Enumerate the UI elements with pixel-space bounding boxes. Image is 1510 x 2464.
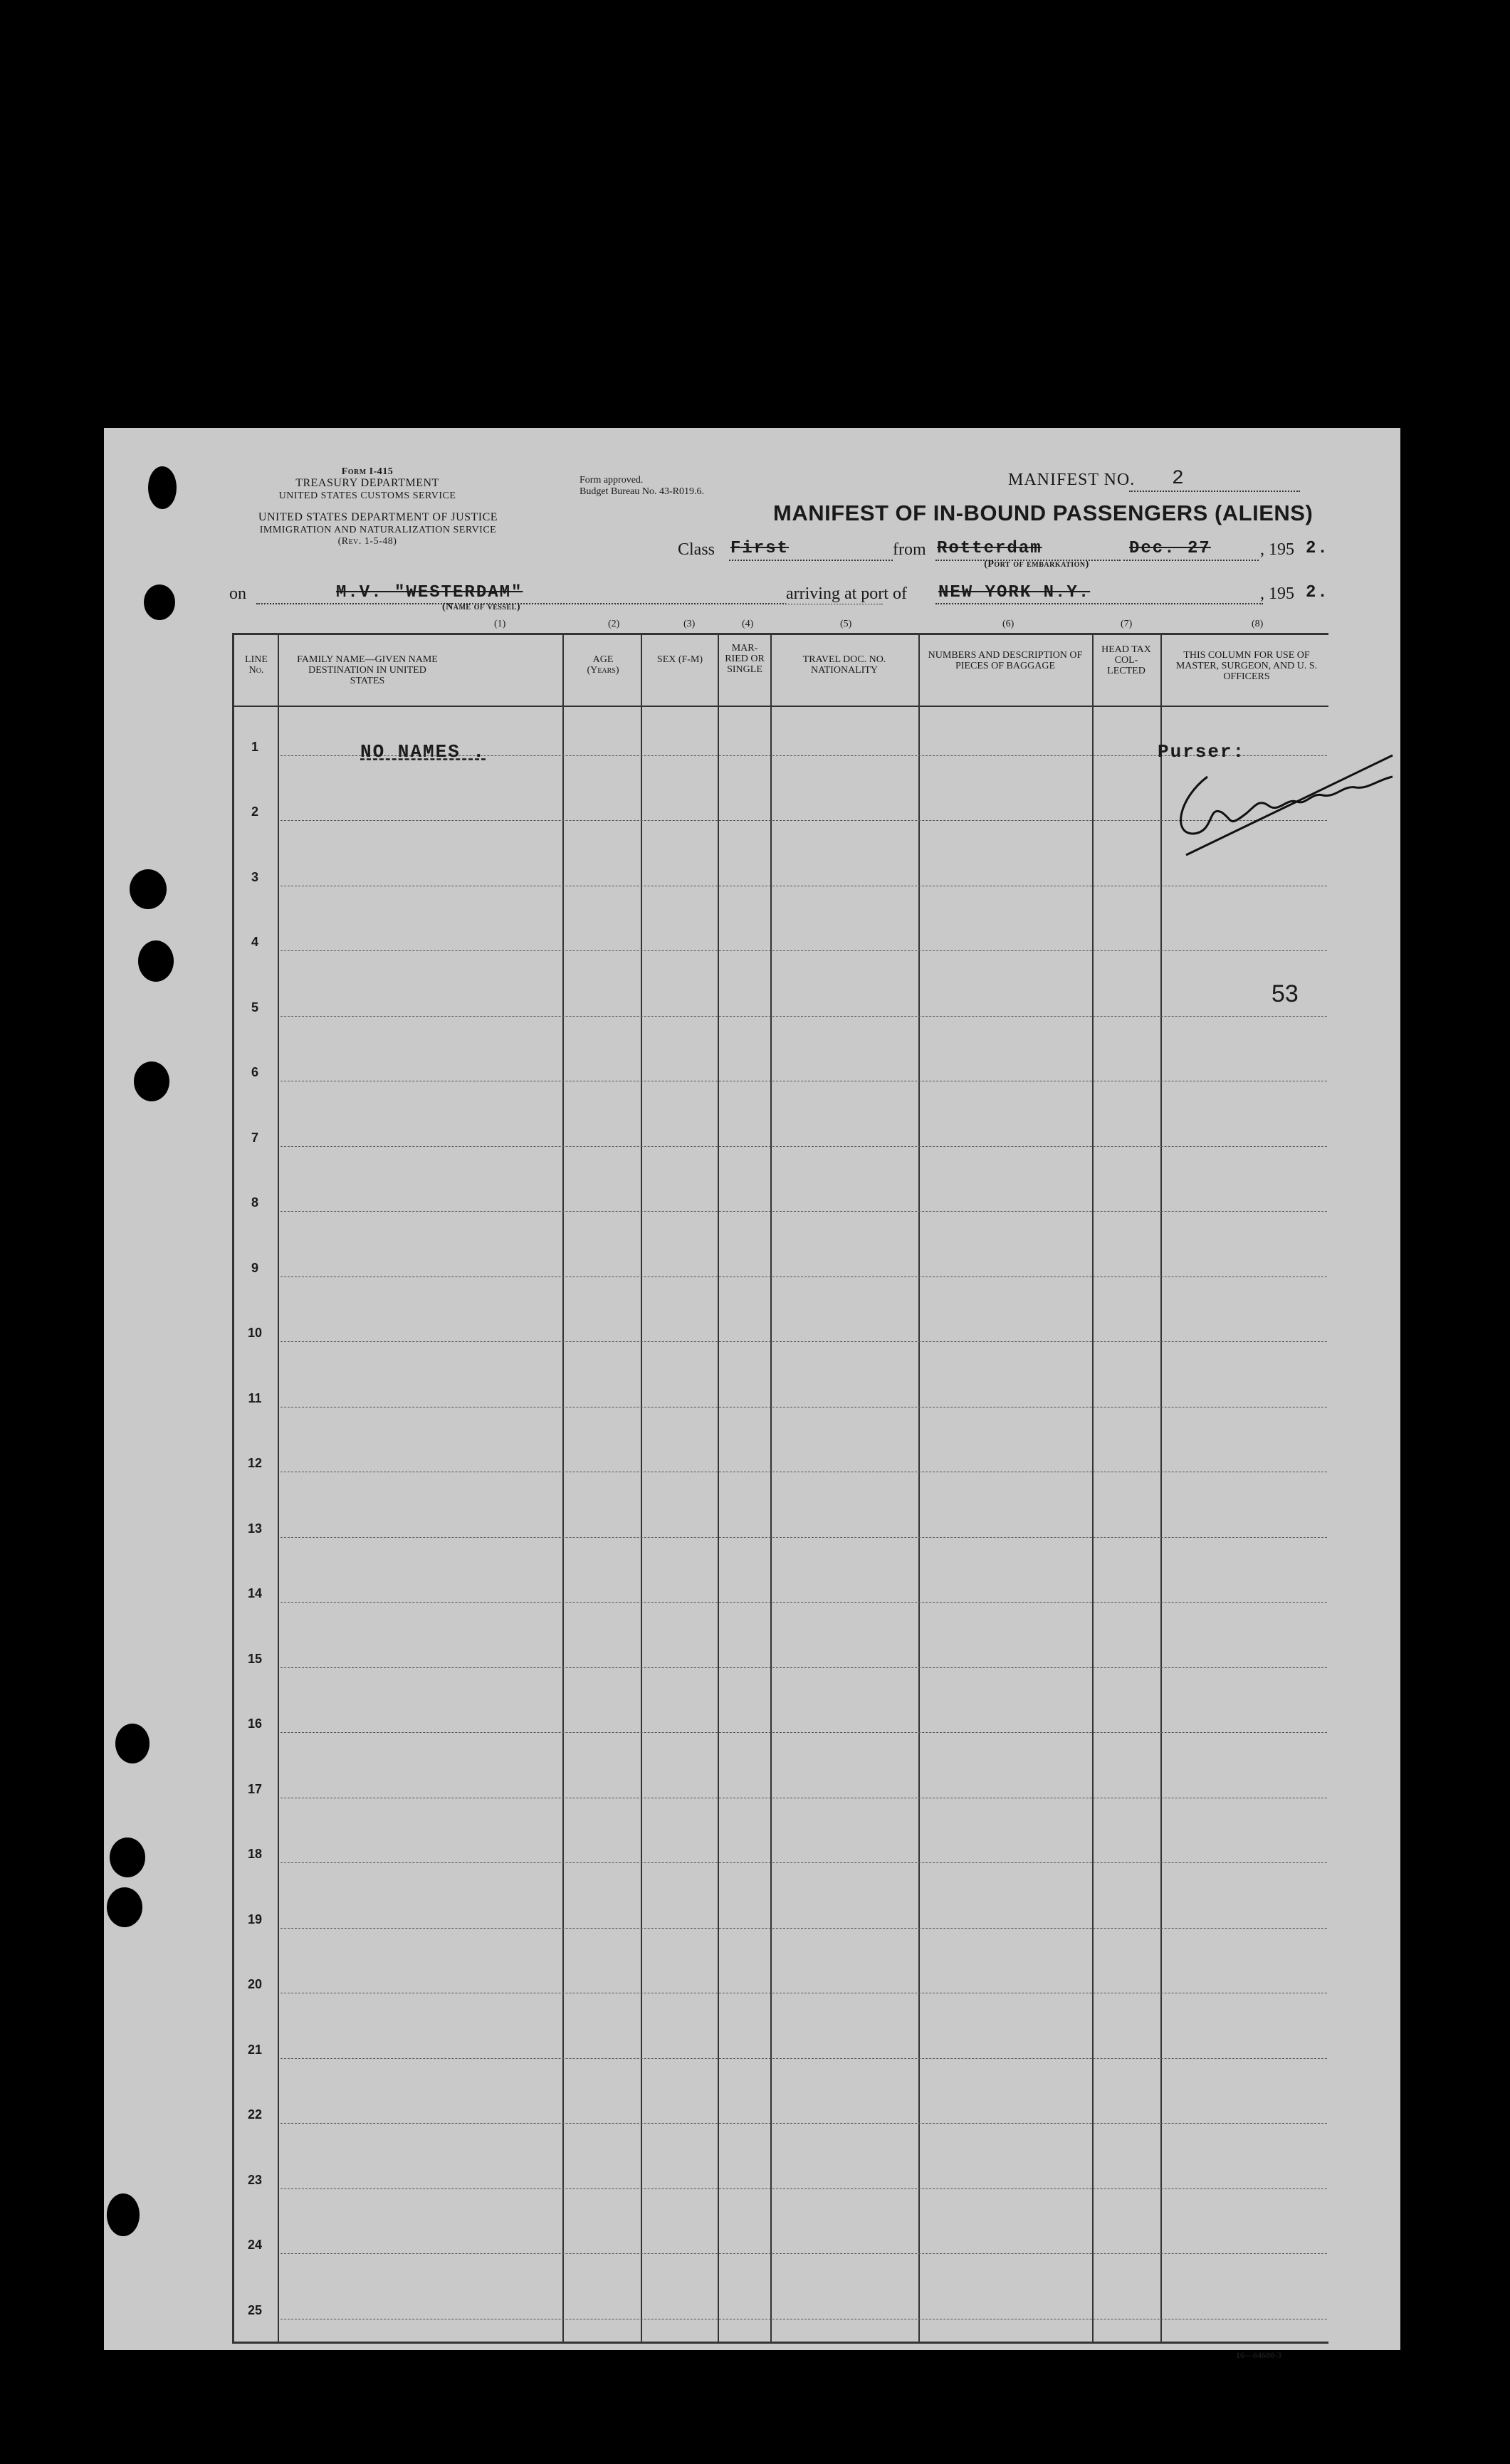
row-number: 19	[247, 1912, 263, 1926]
year-prefix-1: , 195	[1260, 540, 1294, 559]
binder-hole	[134, 1061, 169, 1101]
row-number: 25	[247, 2302, 263, 2317]
row-number: 12	[247, 1456, 263, 1470]
row-number: 22	[247, 2107, 263, 2122]
treasury-dept: TREASURY DEPARTMENT	[295, 477, 439, 489]
vessel-caption: (Name of vessel)	[441, 602, 520, 612]
header-officers: THIS COLUMN FOR USE OF MASTER, SURGEON, AND U. S. OFFICERS	[1175, 650, 1318, 682]
binder-hole	[138, 940, 174, 982]
from-label: from	[893, 540, 926, 559]
row-number: 24	[247, 2238, 263, 2252]
row-number: 8	[251, 1195, 258, 1210]
colnum-2: (2)	[608, 619, 620, 629]
purser-signature	[1165, 748, 1400, 862]
table-row	[280, 1732, 1327, 1733]
row-number: 5	[251, 1000, 258, 1015]
table-row	[280, 1276, 1327, 1277]
table-row	[280, 950, 1327, 951]
ins-service: IMMIGRATION AND NATURALIZATION SERVICE	[259, 525, 497, 535]
budget-bureau: Budget Bureau No. 43-R019.6.	[580, 486, 704, 497]
binder-hole	[107, 1887, 142, 1927]
row-number: 15	[247, 1651, 263, 1666]
binder-hole	[144, 584, 175, 620]
row-number: 21	[247, 2042, 263, 2057]
row-number: 10	[247, 1326, 263, 1340]
binder-hole	[130, 869, 167, 909]
revision-date: (Rev. 1-5-48)	[337, 536, 397, 547]
header-head-tax: HEAD TAX COL-LECTED	[1101, 644, 1151, 676]
year-prefix-2: , 195	[1260, 584, 1294, 603]
vessel-name: M.V. "WESTERDAM"	[336, 583, 523, 602]
table-row	[280, 1928, 1327, 1929]
class-value: First	[730, 539, 790, 558]
customs-service: UNITED STATES CUSTOMS SERVICE	[278, 491, 456, 501]
row-number: 17	[247, 1781, 263, 1796]
row-number: 3	[251, 869, 258, 884]
header-line-no: LINE No.	[245, 654, 268, 676]
colnum-5: (5)	[840, 619, 852, 629]
colnum-1: (1)	[494, 619, 506, 629]
row-number: 18	[247, 1847, 263, 1861]
binder-hole	[148, 466, 177, 509]
row-number: 2	[251, 804, 258, 819]
row-number: 7	[251, 1130, 258, 1145]
table-row	[280, 2253, 1327, 2254]
header-family-name: FAMILY NAME—GIVEN NAME DESTINATION IN UNITED STATES	[297, 654, 438, 686]
table-row	[280, 2188, 1327, 2189]
manifest-page	[104, 428, 1400, 2360]
table-row	[280, 1602, 1327, 1603]
port-of-embarkation: Rotterdam	[937, 539, 1042, 558]
binder-hole	[107, 2193, 140, 2236]
manifest-number: 2	[1172, 468, 1184, 490]
binder-hole	[110, 1837, 145, 1877]
colnum-6: (6)	[1002, 619, 1014, 629]
colnum-8: (8)	[1252, 619, 1264, 629]
row-number: 4	[251, 935, 258, 949]
embark-date: Dec. 27	[1129, 539, 1211, 558]
header-travel-doc: TRAVEL DOC. NO. NATIONALITY	[802, 654, 886, 676]
binder-hole	[115, 1724, 150, 1763]
table-row	[280, 1341, 1327, 1342]
stamp-number: 53	[1272, 980, 1299, 1007]
header-married: MAR-RIED OR SINGLE	[725, 643, 765, 675]
arriving-label: arriving at port of	[786, 584, 910, 604]
header-baggage: NUMBERS AND DESCRIPTION OF PIECES OF BAGGAGE	[928, 650, 1083, 671]
table-row	[280, 1667, 1327, 1668]
port-caption: (Port of embarkation)	[984, 559, 1089, 570]
on-label: on	[229, 584, 246, 603]
colnum-3: (3)	[683, 619, 696, 629]
page-title: MANIFEST OF IN-BOUND PASSENGERS (ALIENS)	[773, 500, 1314, 525]
justice-dept: UNITED STATES DEPARTMENT OF JUSTICE	[258, 511, 498, 523]
year-suffix-2: 2.	[1306, 583, 1329, 602]
row-number: 14	[247, 1586, 263, 1600]
colnum-4: (4)	[742, 619, 754, 629]
form-approved: Form approved.	[580, 475, 644, 486]
row-number: 13	[247, 1521, 263, 1536]
manifest-label: MANIFEST NO.	[1008, 471, 1136, 489]
year-suffix-1: 2.	[1306, 539, 1329, 558]
table-row	[280, 1211, 1327, 1212]
table-row	[280, 1862, 1327, 1863]
table-row	[280, 2123, 1327, 2124]
arrival-port: NEW YORK N.Y.	[938, 583, 1091, 602]
no-names-entry: NO NAMES .	[360, 741, 486, 762]
table-row	[280, 1537, 1327, 1538]
row-number: 16	[247, 1716, 263, 1731]
table-row	[280, 1016, 1327, 1017]
class-label: Class	[678, 540, 715, 559]
row-number: 1	[251, 739, 258, 754]
footer-code: 16—64680-3	[1236, 2350, 1281, 2360]
row-number: 9	[251, 1260, 258, 1275]
colnum-7: (7)	[1121, 619, 1133, 629]
header-age: AGE (Years)	[587, 654, 619, 676]
row-number: 23	[247, 2172, 263, 2187]
header-sex: SEX (F-M)	[656, 654, 703, 665]
table-row	[280, 2058, 1327, 2059]
form-number: Form I-415	[341, 466, 394, 477]
row-number: 20	[247, 1977, 263, 1991]
table-row	[280, 1146, 1327, 1147]
row-number: 6	[251, 1065, 258, 1079]
row-number: 11	[248, 1390, 262, 1405]
purser-label: Purser:	[1158, 741, 1246, 762]
